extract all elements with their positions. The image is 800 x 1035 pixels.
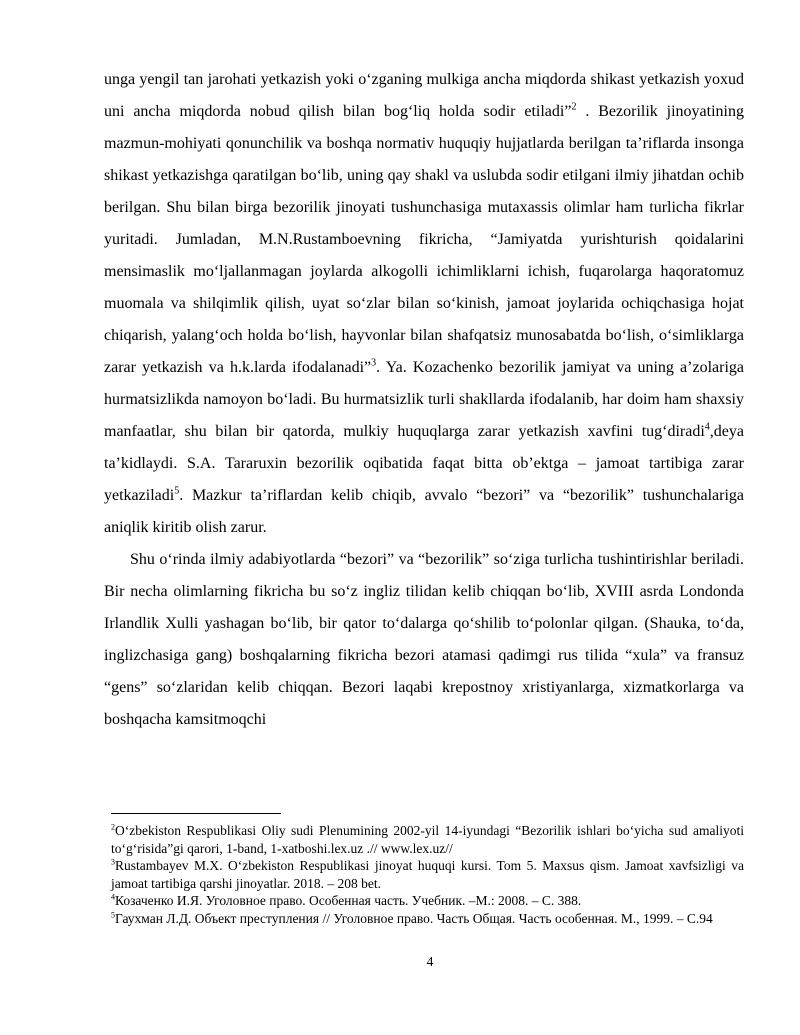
footnote-text: O‘zbekiston Respublikasi Oliy sudi Plenumining 2002-yil 14-iyundagi “Bezorilik ishlari bo‘yicha sud amaliyoti to‘g‘risida”gi qarori, 1-band, 1-xatboshi.lex.uz .// www.lex.uz// — [111, 823, 744, 856]
footnote-5 — [111, 910, 744, 928]
paragraph-1-part-5: . Mazkur ta’riflardan kelib chiqib, avvalo “bezori” va “bezorilik” tushunchalariga aniqlik kiritib olish zarur. — [104, 487, 744, 536]
footnotes — [111, 822, 744, 927]
footnote-separator — [111, 813, 281, 814]
footnote-mark: 4 — [111, 892, 115, 902]
footnote-text: Rustambayev M.X. O‘zbekiston Respublikasi jinoyat huquqi kursi. Tom 5. Maxsus qism. Jamoat xavfsizligi va jamoat tartibiga qarshi jinoyatlar. 2018. – 208 bet. — [111, 858, 744, 891]
footnote-text: Гаухман Л.Д. Объект преступления // Уголовное право. Часть Общая. Часть особенная. М., 1999. – С.94 — [115, 910, 713, 926]
paragraph-1 — [104, 64, 744, 544]
page-number: 4 — [426, 954, 434, 969]
footnote-text: Козаченко И.Я. Уголовное право. Особенная часть. Учебник. –М.: 2008. – С. 388. — [115, 893, 582, 908]
footnote-mark: 2 — [111, 822, 115, 832]
paragraph-1-part-3: . Ya. Kozachenko bezorilik jamiyat va uning a’zolariga hurmatsizlikda namoyon bo‘ladi. Bu hurmatsizlik turli shakllarda ifodalanib, har doim ham shaxsiy manfaatlar, shu bilan bir qatorda, mulkiy huquqlarga zarar yetkazish xavfini tug‘diradi — [104, 359, 745, 440]
paragraph-1-part-4: ,deya ta’kidlaydi. S.A. Tararuxin bezorilik oqibatida faqat bitta ob’ektga – jamoat tartibiga zarar yetkaziladi — [104, 423, 744, 504]
paragraph-1-part-2: . Bezorilik jinoyatining mazmun-mohiyati qonunchilik va boshqa normativ huquqiy hujjatlarda berilgan ta’riflarda insonga shikast yetkazishga qaratilgan bo‘lib, uning qay shakl va uslubda sodir etilgani ilmiy jihatdan ochib berilgan. Shu bilan birga bezorilik jinoyati tushunchasiga mutaxassis olimlar ham turlicha fikrlar yuritadi. Jumladan, M.N.Rustamboevning fikricha, “Jamiyatda yurishturish qoidalarini mensimaslik mo‘ljallanmagan joylarda alkogolli ichimliklarni ichish, fuqarolarga haqoratomuz muomala va shilqimlik qilish, uyat so‘zlar bilan so‘kinish, jamoat joylarida ochiqchasiga hojat chiqarish, yalang‘och holda bo‘lish, hayvonlar bilan shafqatsiz munosabatda bo‘lish, o‘simliklarga zarar yetkazish va h.k.larda ifodalanadi” — [104, 103, 744, 376]
footnote-mark: 3 — [111, 857, 115, 867]
footnote-3 — [111, 857, 744, 892]
paragraph-1-part-1: unga yengil tan jarohati yetkazish yoki o‘zganing mulkiga ancha miqdorda shikast yetkazish yoxud uni ancha miqdorda nobud qilish bilan bog‘liq holda sodir etiladi” — [104, 71, 744, 120]
footnote-mark: 5 — [111, 910, 115, 919]
main-text — [104, 64, 744, 736]
footnote-ref-2[interactable]: 2 — [571, 101, 577, 113]
footnote-2 — [111, 822, 744, 857]
footnote-ref-5[interactable]: 5 — [174, 485, 180, 497]
paragraph-2: Shu o‘rinda ilmiy adabiyotlarda “bezori” va “bezorilik” so‘ziga turlicha tushintirishlar beriladi. Bir necha olimlarning fikricha bu so‘z ingliz tilidan kelib chiqqan bo‘lib, XVIII asrda Londonda Irlandlik Xulli yashagan bo‘lib, bir qator to‘dalarga qo‘shilib to‘polonlar qilgan. (Shauka, to‘da, inglizchasiga gang) boshqalarning fikricha bezori atamasi qadimgi rus tilida “xula” va fransuz “gens” so‘zlaridan kelib chiqqan. Bezori laqabi krepostnoy xristiyanlarga, xizmatkorlarga va boshqacha kamsitmoqchi — [104, 551, 744, 728]
footnote-ref-3[interactable]: 3 — [371, 357, 377, 369]
footnote-ref-4[interactable]: 4 — [704, 421, 710, 433]
footnote-4 — [111, 892, 744, 910]
page-body — [104, 64, 744, 736]
